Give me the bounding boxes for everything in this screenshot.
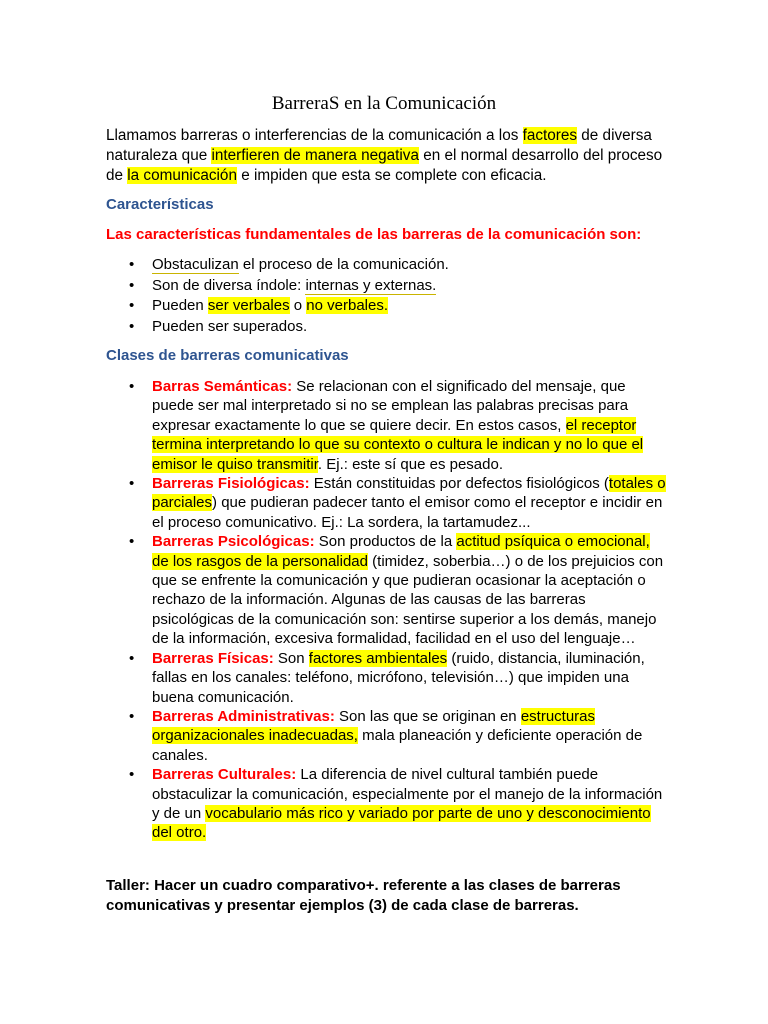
clase-label: Barras Semánticas: bbox=[152, 378, 293, 395]
list-item bbox=[106, 255, 666, 276]
clase-highlight: estructuras organizacionales inadecuadas, bbox=[152, 707, 596, 745]
list-item-text: Pueden bbox=[152, 297, 208, 314]
list-item-text: el proceso de la comunicación. bbox=[238, 256, 449, 273]
clase-text: . Ej.: este sí que es pesado. bbox=[317, 455, 504, 473]
clase-highlight: factores ambientales bbox=[308, 649, 448, 667]
list-item-text: o bbox=[289, 297, 307, 314]
intro-text-2: de diversa naturaleza que bbox=[106, 127, 652, 164]
list-item bbox=[106, 532, 666, 648]
clase-text: Están constituidas por defectos fisiológicos ( bbox=[309, 475, 609, 493]
clase-label: Barreras Psicológicas: bbox=[152, 533, 315, 551]
clase-text: (ruido, distancia, iluminación, fallas en los canales: teléfono, micrófono, televisión…) que impiden una buena comunicación. bbox=[152, 649, 645, 706]
caracteristicas-heading: Características bbox=[106, 196, 214, 213]
list-item-text: internas y externas. bbox=[305, 276, 437, 294]
list-item bbox=[106, 317, 666, 338]
clase-highlight: el receptor termina interpretando lo que su contexto o cultura le indican y no lo que el emisor le quiso transmitir bbox=[152, 416, 644, 473]
caracteristicas-list bbox=[106, 255, 666, 337]
clase-text: Son bbox=[273, 649, 309, 667]
list-item bbox=[106, 377, 666, 474]
clase-text: mala planeación y deficiente operación de canales. bbox=[152, 727, 643, 764]
intro-text-1: Llamamos barreras o interferencias de la comunicación a los bbox=[106, 127, 523, 144]
intro-highlight-comunicacion: la comunicación bbox=[127, 167, 237, 184]
list-item bbox=[106, 765, 666, 843]
taller-instruction: Taller: Hacer un cuadro comparativo+. referente a las clases de barreras comunicativas y presentar ejemplos (3) de cada clase de barreras. bbox=[106, 877, 621, 914]
clase-text: Se relacionan con el significado del mensaje, que puede ser mal interpretado si no se emplean las palabras precisas para expresar exactamente lo que se quiere decir. En estos casos, bbox=[152, 378, 629, 434]
list-item bbox=[106, 474, 666, 532]
clase-label: Barreras Físicas: bbox=[152, 649, 274, 667]
clase-highlight: totales o parciales bbox=[152, 475, 666, 512]
list-item bbox=[106, 649, 666, 707]
list-item bbox=[106, 707, 666, 765]
clase-text: La diferencia de nivel cultural también puede obstaculizar la comunicación, especialmente por el manejo de la información y de un bbox=[152, 766, 663, 822]
caracteristicas-subheading: Las características fundamentales de las barreras de la comunicación son: bbox=[106, 226, 642, 243]
clase-text: Son productos de la bbox=[314, 533, 457, 551]
clase-label: Barreras Administrativas: bbox=[152, 707, 335, 725]
clase-highlight: vocabulario más rico y variado por parte de uno y desconocimiento del otro. bbox=[152, 804, 651, 842]
list-item bbox=[106, 276, 666, 297]
intro-text-4: e impiden que esta se complete con eficacia. bbox=[236, 167, 547, 184]
list-item-highlight: ser verbales bbox=[207, 297, 290, 314]
intro-paragraph bbox=[106, 126, 666, 186]
clase-label: Barreras Culturales: bbox=[152, 766, 297, 784]
clase-label: Barreras Fisiológicas: bbox=[152, 475, 310, 493]
list-item-text: Pueden ser superados. bbox=[152, 317, 308, 335]
clase-highlight: actitud psíquica o emocional, de los rasgos de la personalidad bbox=[152, 533, 650, 570]
clases-heading: Clases de barreras comunicativas bbox=[106, 347, 349, 364]
clase-text: ) que pudieran padecer tanto el emisor como el receptor e incidir en el proceso comunicativo. Ej.: La sordera, la tartamudez... bbox=[152, 494, 663, 531]
intro-highlight-factores: factores bbox=[522, 127, 578, 144]
clase-text: Son las que se originan en bbox=[334, 707, 521, 725]
list-item bbox=[106, 296, 666, 317]
list-item-text: Son de diversa índole: bbox=[152, 276, 306, 294]
list-item-highlight: no verbales. bbox=[306, 297, 388, 314]
clases-list bbox=[106, 377, 666, 843]
document-title: BarreraS en la Comunicación bbox=[271, 93, 497, 114]
list-item-text: Obstaculizan bbox=[152, 256, 239, 273]
intro-highlight-interfieren: interfieren de manera negativa bbox=[211, 147, 419, 164]
clase-text: (timidez, soberbia…) o de los prejuicios con que se enfrente la comunicación y que pudieran ocasionar la aceptación o rechazo de la información. Algunas de las causas de las barreras psicológicas de la comunicación son: sentirse superior a los demás, manejo de la información, excesiva formalidad, facilidad en el uso del lenguaje… bbox=[152, 552, 664, 648]
intro-text-3: en el normal desarrollo del proceso de bbox=[106, 147, 663, 184]
